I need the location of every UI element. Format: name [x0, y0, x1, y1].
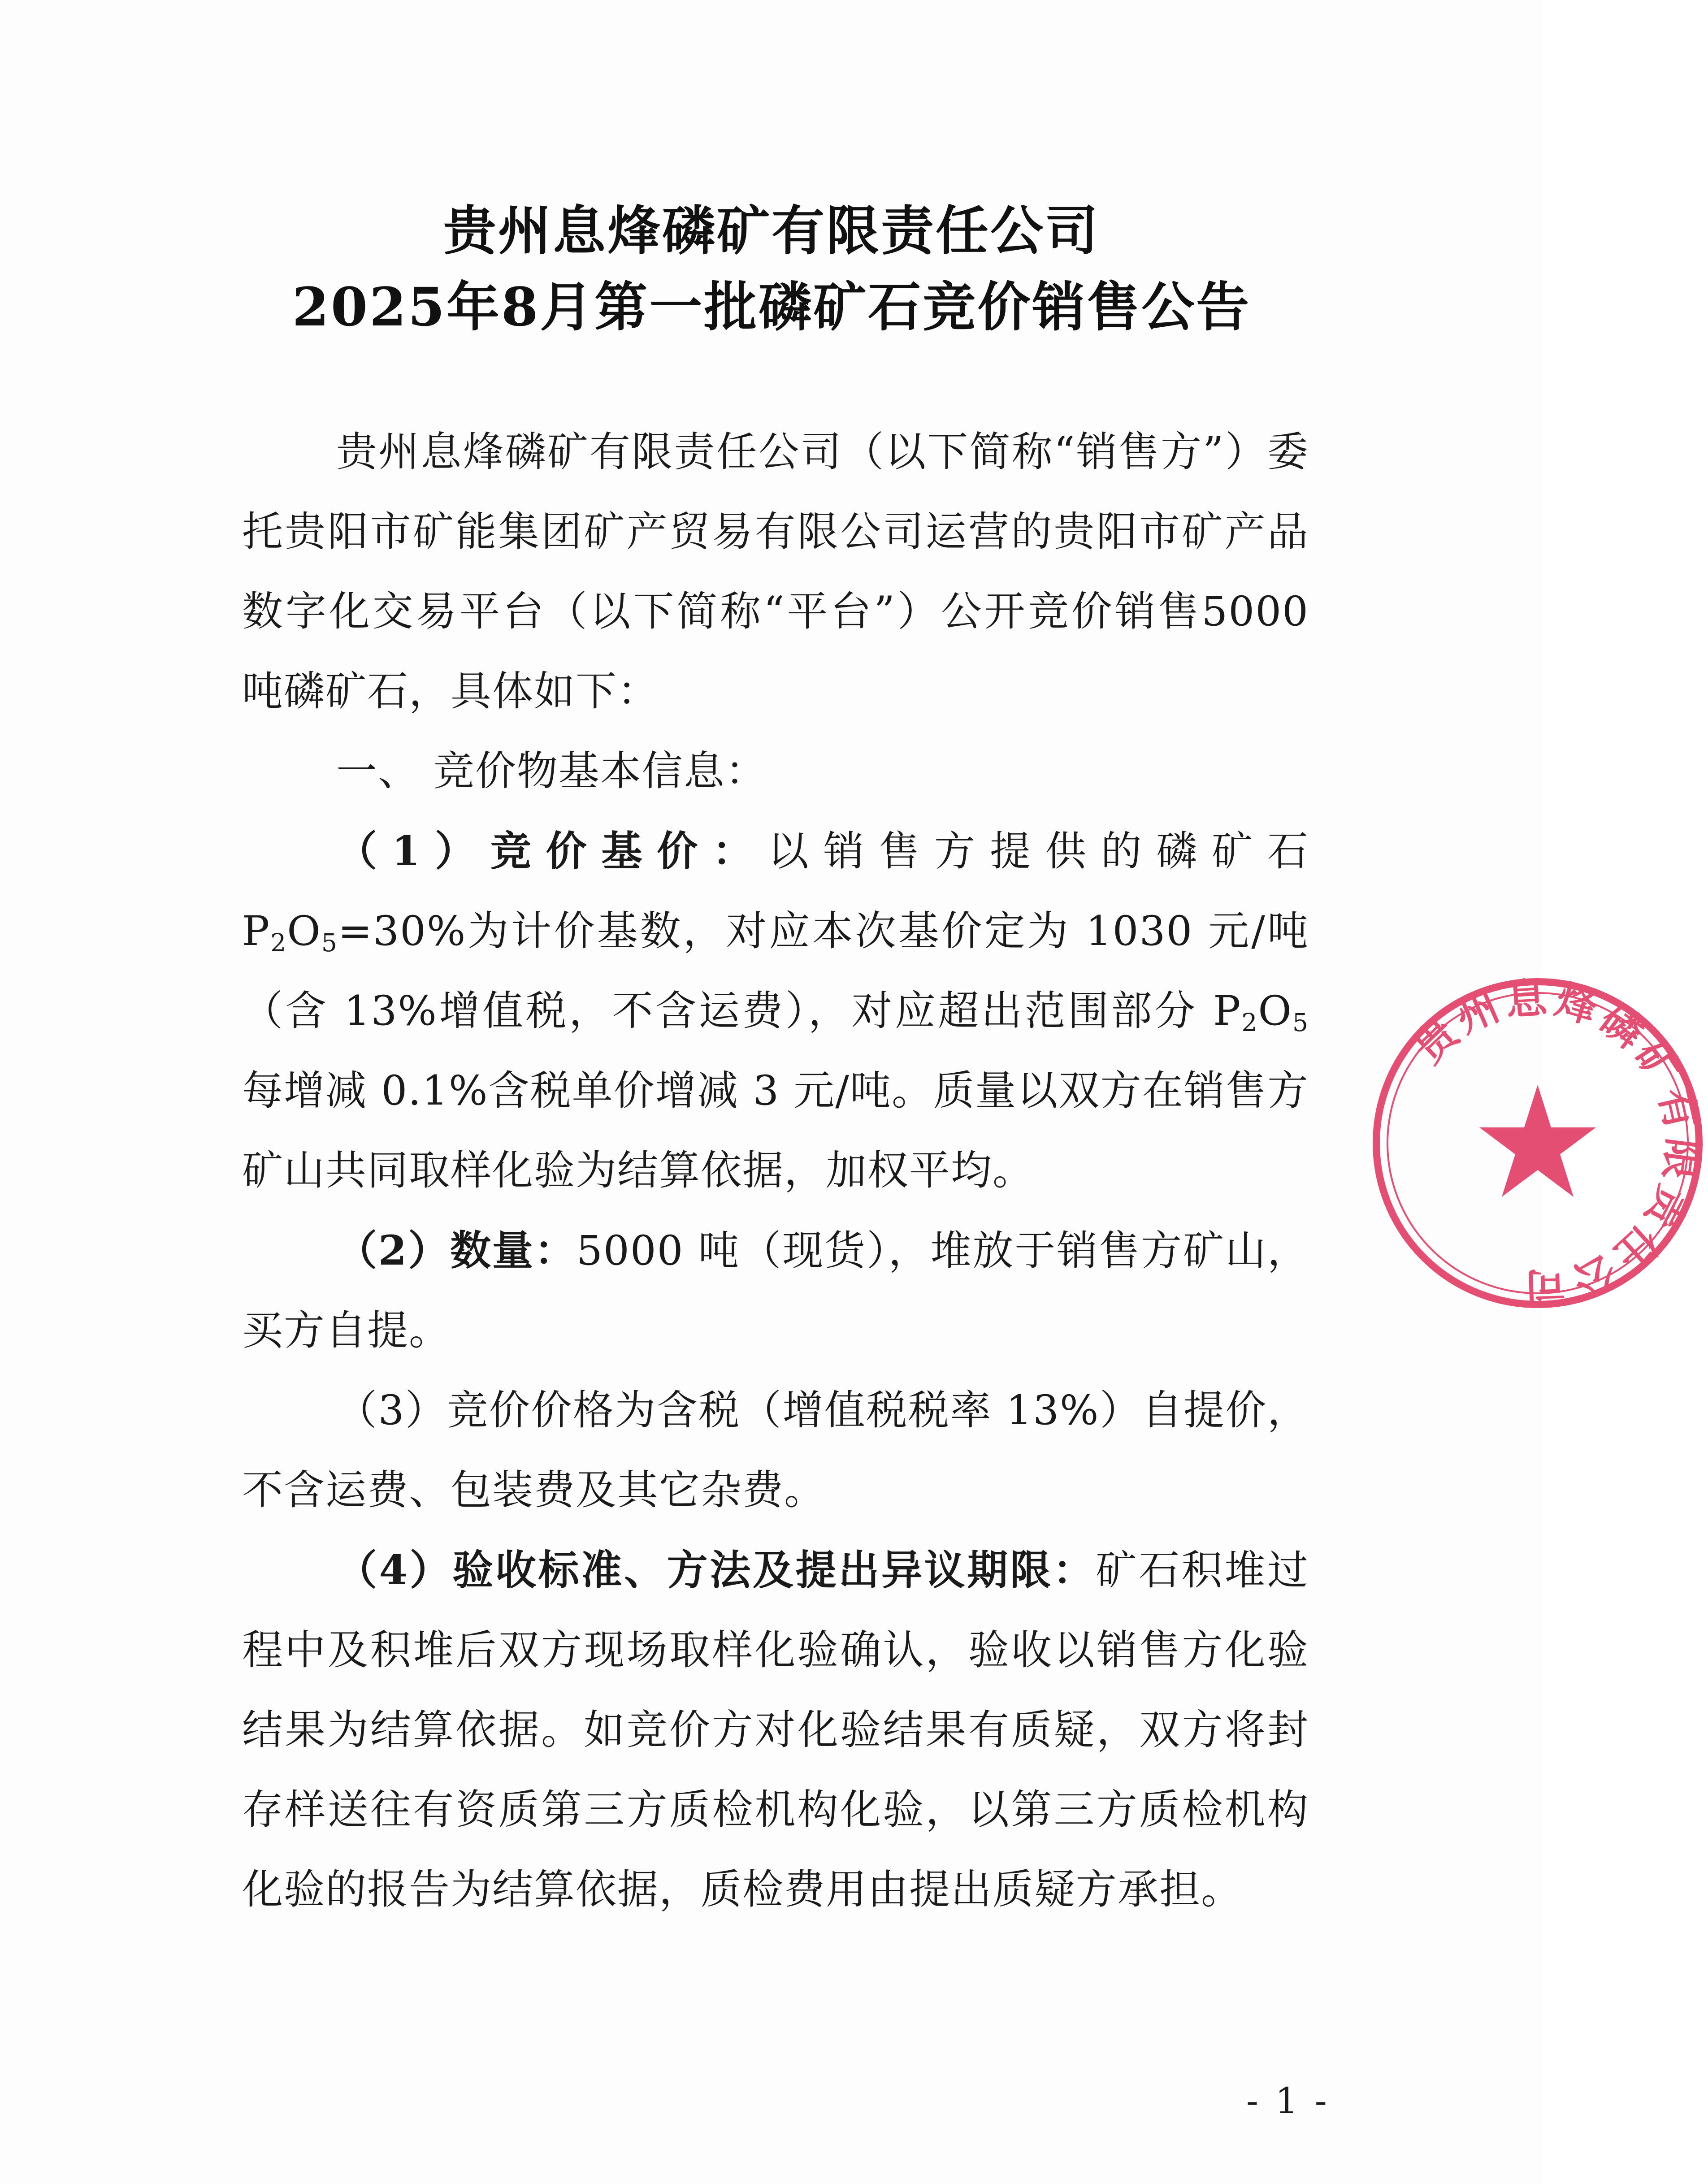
item-2-paragraph: [242, 1211, 1309, 1371]
page-number: - 1 -: [1246, 2080, 1330, 2122]
document-body: [242, 412, 1309, 1930]
item-4-label: （4）验收标准、方法及提出异议期限：: [336, 1547, 1096, 1594]
item-4-text: 矿石积堆过程中及积堆后双方现场取样化验确认，验收以销售方化验结果为结算依据。如竞价方对化验结果有质疑，双方将封存样送往有资质第三方质检机构化验，以第三方质检机构化验的报告为结算依据，质检费用由提出质疑方承担。: [242, 1547, 1309, 1913]
item-2-text: 5000 吨（现货），堆放于销售方矿山，买方自提。: [242, 1227, 1309, 1354]
item-3-paragraph: （3）竞价价格为含税（增值税税率 13%）自提价，不含运费、包装费及其它杂费。: [242, 1387, 1309, 1514]
seal-text: 贵州息烽磷矿有限责任公司: [1405, 974, 1708, 1312]
intro-paragraph: 贵州息烽磷矿有限责任公司（以下简称“销售方”）委托贵阳市矿能集团矿产贸易有限公司运营的贵阳市矿产品数字化交易平台（以下简称“平台”）公开竞价销售5000吨磷矿石，具体如下：: [242, 429, 1309, 715]
item-1-text-e: 每增减 0.1%含税单价增减 3 元/吨。质量以双方在销售方矿山共同取样化验为结算依据，加权平均。: [242, 1067, 1309, 1194]
item-2-label: （2）数量：: [336, 1227, 577, 1274]
item-1-label: （1）竞价基价：: [336, 828, 768, 875]
item-1-text-a: 以销售方提供的磷矿石 P: [242, 828, 1309, 955]
item-1-paragraph: [242, 811, 1309, 1211]
document-title-line2: 2025年8月第一批磷矿石竞价销售公告: [292, 276, 1251, 338]
item-1-text-c: =30%为计价基数，对应本次基价定为 1030 元/吨（含 13%增值税，不含运费），对应超出范围部分 P: [242, 908, 1309, 1035]
company-seal-stamp: [1367, 973, 1708, 1313]
item-1-sub-d: 5: [1292, 1008, 1309, 1037]
item-1-sub-b: 5: [321, 928, 338, 957]
section-heading-1: 一、 竞价物基本信息：: [336, 748, 767, 795]
item-4-paragraph: [242, 1530, 1309, 1930]
item-1-text-d: O: [1258, 988, 1292, 1035]
item-1-text-b: O: [287, 908, 321, 955]
item-1-sub-a: 2: [270, 928, 287, 957]
item-1-sub-c: 2: [1241, 1008, 1258, 1037]
document-title-line1: 贵州息烽磷矿有限责任公司: [443, 199, 1100, 262]
